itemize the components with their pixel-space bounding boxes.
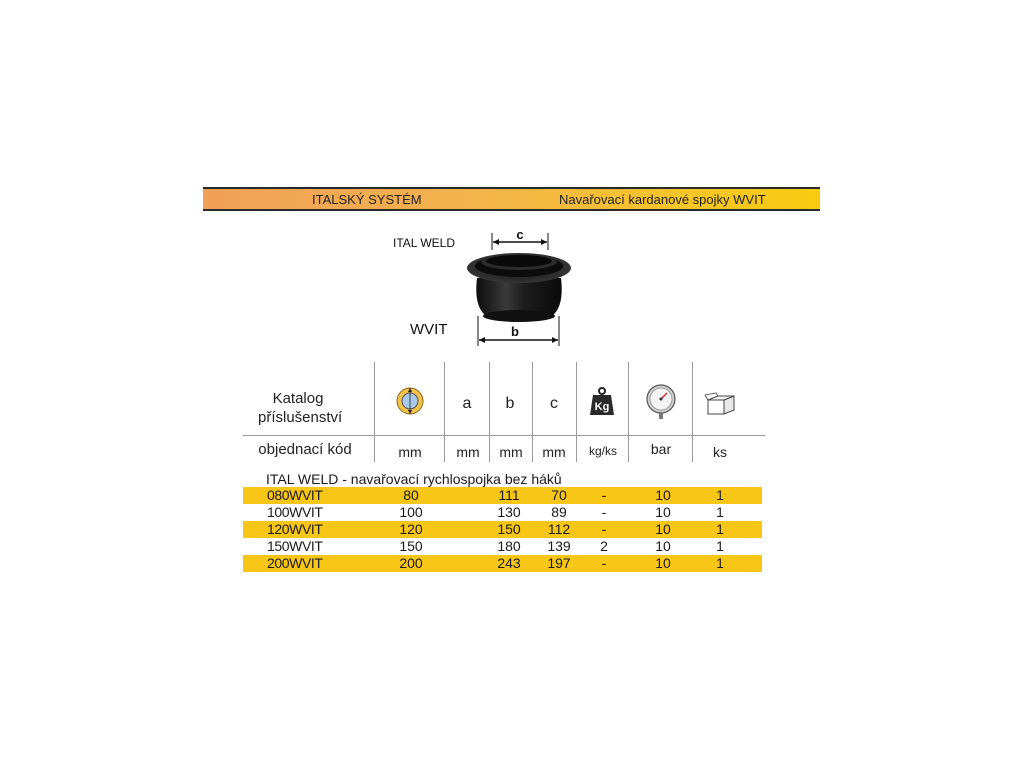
dimension-b-label: b (511, 324, 519, 339)
unit-package: ks (713, 444, 727, 460)
table-row (243, 521, 762, 538)
cell-weight: - (601, 555, 607, 571)
pressure-gauge-icon (645, 384, 677, 420)
cell-c: 70 (551, 487, 567, 503)
column-divider (628, 362, 629, 462)
cell-package: 1 (716, 538, 724, 554)
cell-c: 139 (547, 538, 571, 554)
column-divider (489, 362, 490, 462)
cell-package: 1 (716, 504, 724, 520)
unit-weight: kg/ks (588, 444, 617, 458)
cell-b: 150 (497, 521, 521, 537)
figure-label-ital-weld: ITAL WELD (393, 236, 456, 250)
cell-package: 1 (716, 487, 724, 503)
column-header-a: a (462, 395, 472, 412)
cell-diameter: 80 (403, 487, 419, 503)
catalog-label-line1: Katalog (272, 390, 324, 407)
package-box-icon (704, 392, 740, 416)
cell-c: 197 (547, 555, 571, 571)
table-row (243, 487, 762, 504)
cell-b: 130 (497, 504, 521, 520)
header-right-title: Navařovací kardanové spojky WVIT (559, 192, 766, 207)
cell-diameter: 100 (399, 504, 423, 520)
cell-weight: - (601, 504, 607, 520)
coupling-product-image (455, 220, 585, 350)
column-divider (692, 362, 693, 462)
cell-pressure: 10 (655, 538, 671, 554)
cell-diameter: 120 (399, 521, 423, 537)
cell-pressure: 10 (655, 487, 671, 503)
cell-weight: - (601, 521, 607, 537)
cell-diameter: 200 (399, 555, 423, 571)
column-divider (576, 362, 577, 462)
unit-a: mm (456, 444, 480, 460)
order-code: 200WVIT (267, 555, 323, 571)
kg-icon-text: Kg (594, 401, 610, 413)
column-header-c: c (550, 395, 558, 412)
table-row (243, 555, 762, 572)
cell-c: 112 (547, 521, 571, 537)
cell-package: 1 (716, 521, 724, 537)
cell-pressure: 10 (655, 555, 671, 571)
column-divider (444, 362, 445, 462)
column-divider (374, 362, 375, 462)
unit-pressure: bar (650, 441, 672, 457)
order-code: 120WVIT (267, 521, 323, 537)
order-code-label: objednací kód (258, 441, 352, 458)
unit-diameter: mm (398, 444, 422, 460)
order-code: 100WVIT (267, 504, 323, 520)
column-header-b: b (505, 395, 515, 412)
figure-label-wvit: WVIT (410, 321, 448, 338)
cell-diameter: 150 (399, 538, 423, 554)
cell-c: 89 (551, 504, 567, 520)
order-code: 150WVIT (267, 538, 323, 554)
order-code: 080WVIT (267, 487, 323, 503)
header-divider-line (243, 435, 765, 436)
table-row (243, 538, 762, 555)
header-left-title: ITALSKÝ SYSTÉM (312, 192, 422, 207)
unit-b: mm (499, 444, 523, 460)
dimension-c-label: c (516, 227, 524, 242)
cell-b: 111 (498, 487, 520, 503)
catalog-label-line2: příslušenství (258, 409, 343, 426)
cell-pressure: 10 (655, 521, 671, 537)
section-title: ITAL WELD - navařovací rychlospojka bez háků (266, 471, 562, 487)
cell-weight: 2 (600, 538, 608, 554)
cell-package: 1 (716, 555, 724, 571)
pipe-diameter-icon (395, 386, 425, 416)
cell-b: 243 (497, 555, 521, 571)
kg-weight-icon (589, 386, 615, 416)
table-row (243, 504, 762, 521)
unit-c: mm (542, 444, 566, 460)
column-divider (532, 362, 533, 462)
cell-weight: - (601, 487, 607, 503)
cell-pressure: 10 (655, 504, 671, 520)
dimension-c-marker (492, 227, 548, 250)
cell-b: 180 (497, 538, 521, 554)
